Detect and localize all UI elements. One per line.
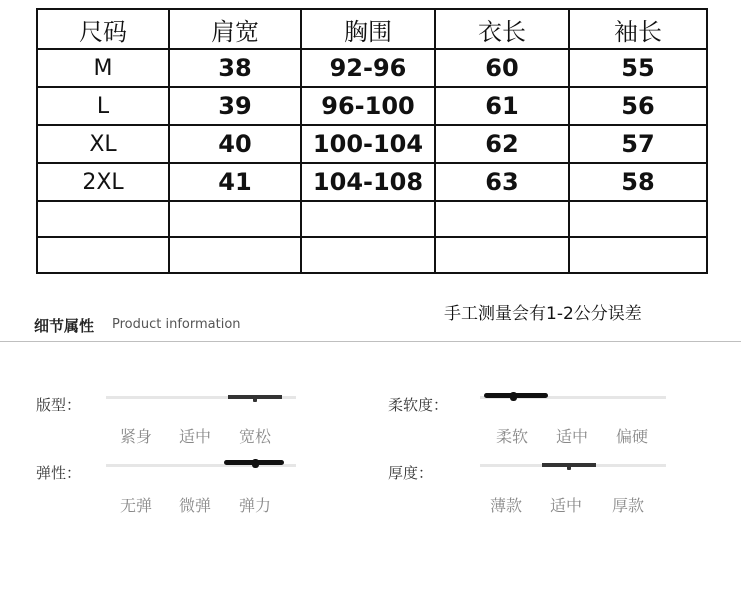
attr-softness-option: 柔软 xyxy=(495,427,528,446)
cell-sleeve: 55 xyxy=(569,49,707,87)
marker-tick xyxy=(567,466,571,470)
attr-elasticity-option: 弹力 xyxy=(238,496,271,515)
attr-thickness-option: 薄款 xyxy=(489,496,522,515)
cell-shoulder: 38 xyxy=(169,49,301,87)
attr-thickness-option: 厚款 xyxy=(611,496,644,515)
attr-thickness-marker xyxy=(542,463,596,467)
attr-softness-label: 柔软度： xyxy=(388,396,449,414)
empty-row xyxy=(37,237,707,273)
header-sleeve: 袖长 xyxy=(569,9,707,49)
cell-size: XL xyxy=(37,125,169,163)
attr-fit-option: 宽松 xyxy=(238,427,271,446)
empty-cell xyxy=(569,237,707,273)
empty-cell xyxy=(435,201,569,237)
cell-size: M xyxy=(37,49,169,87)
cell-shoulder: 39 xyxy=(169,87,301,125)
attr-elasticity-option: 无弹 xyxy=(119,496,152,515)
attr-thickness-option: 适中 xyxy=(549,496,582,515)
attr-softness-marker xyxy=(484,393,548,398)
size-table xyxy=(36,8,708,274)
attr-softness-option: 适中 xyxy=(555,427,588,446)
marker-dot xyxy=(510,392,517,401)
header-shoulder: 肩宽 xyxy=(169,9,301,49)
cell-sleeve: 56 xyxy=(569,87,707,125)
empty-cell xyxy=(169,237,301,273)
table-row xyxy=(37,49,707,87)
attr-elasticity-label: 弹性： xyxy=(36,464,82,482)
cell-length: 61 xyxy=(435,87,569,125)
cell-size: 2XL xyxy=(37,163,169,201)
header-chest: 胸围 xyxy=(301,9,435,49)
cell-length: 62 xyxy=(435,125,569,163)
cell-shoulder: 41 xyxy=(169,163,301,201)
empty-row xyxy=(37,201,707,237)
cell-chest: 100-104 xyxy=(301,125,435,163)
empty-cell xyxy=(169,201,301,237)
header-size: 尺码 xyxy=(37,9,169,49)
measurement-note: 手工测量会有1-2公分误差 xyxy=(444,304,642,324)
cell-size: L xyxy=(37,87,169,125)
section-subtitle: Product information xyxy=(112,317,241,332)
attr-fit-option: 适中 xyxy=(178,427,211,446)
divider xyxy=(0,341,741,342)
marker-tick xyxy=(253,398,257,402)
header-length: 衣长 xyxy=(435,9,569,49)
empty-cell xyxy=(37,237,169,273)
cell-length: 60 xyxy=(435,49,569,87)
attr-fit-marker xyxy=(228,395,282,399)
table-row xyxy=(37,87,707,125)
table-row xyxy=(37,125,707,163)
cell-chest: 104-108 xyxy=(301,163,435,201)
table-header-row xyxy=(37,9,707,49)
attr-fit-option: 紧身 xyxy=(119,427,152,446)
attr-thickness-label: 厚度： xyxy=(388,464,434,482)
cell-chest: 92-96 xyxy=(301,49,435,87)
empty-cell xyxy=(435,237,569,273)
attr-fit-label: 版型： xyxy=(36,396,82,414)
cell-sleeve: 58 xyxy=(569,163,707,201)
cell-length: 63 xyxy=(435,163,569,201)
empty-cell xyxy=(301,237,435,273)
marker-dot xyxy=(252,459,259,468)
empty-cell xyxy=(37,201,169,237)
empty-cell xyxy=(301,201,435,237)
empty-cell xyxy=(569,201,707,237)
attr-elasticity-marker xyxy=(224,460,284,465)
cell-sleeve: 57 xyxy=(569,125,707,163)
section-title: 细节属性 xyxy=(34,317,95,335)
cell-shoulder: 40 xyxy=(169,125,301,163)
attr-softness-option: 偏硬 xyxy=(615,427,648,446)
table-row xyxy=(37,163,707,201)
attr-elasticity-option: 微弹 xyxy=(178,496,211,515)
cell-chest: 96-100 xyxy=(301,87,435,125)
